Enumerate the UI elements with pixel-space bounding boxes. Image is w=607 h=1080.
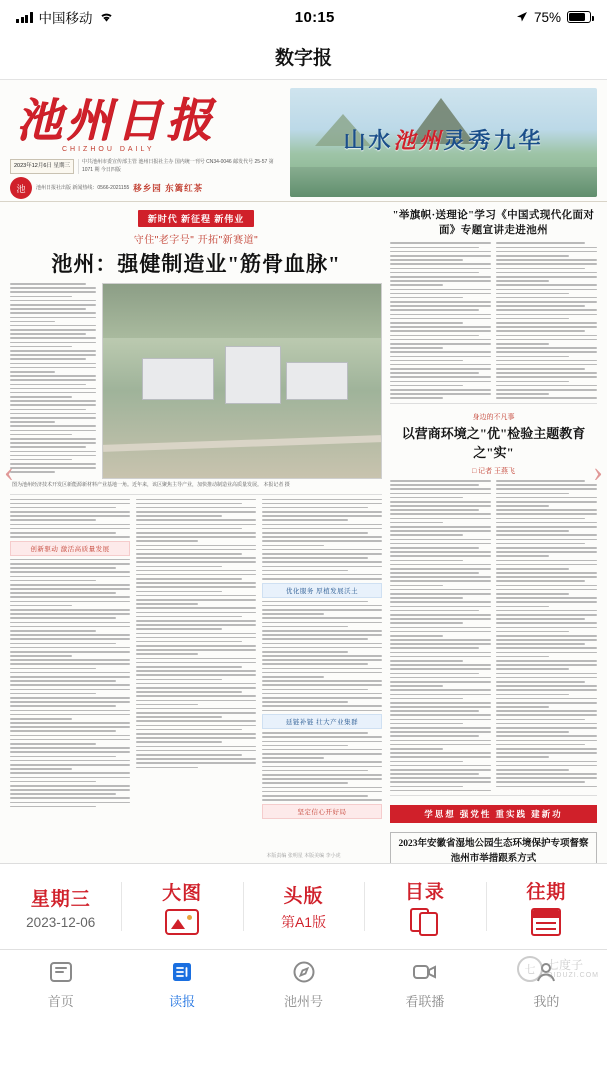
newspaper-icon [168, 958, 196, 986]
status-bar-right [516, 10, 591, 25]
right-article-1 [390, 208, 597, 404]
body-text-lines [136, 499, 256, 769]
action-date-value: 2023-12-06 [26, 914, 96, 930]
article-kicker: 守住"老字号" 开拓"新赛道" [133, 235, 259, 246]
text-column-3 [262, 499, 382, 855]
right-article-2-tag: 身边的不凡事 [472, 413, 515, 421]
article-subhead: 创新驱动 激活高质量发展 [10, 541, 130, 556]
page-title: 数字报 [0, 34, 607, 80]
section-ribbon-label: 新时代 新征程 新伟业 [138, 210, 255, 227]
action-archive-label: 往期 [526, 882, 567, 903]
action-front-page-value: 第A1版 [280, 914, 327, 930]
watermark-title: 七度子 [547, 958, 584, 973]
right-article-2-columns [390, 480, 597, 791]
video-icon [411, 958, 439, 986]
masthead-banner-photo [290, 88, 597, 197]
article-subhead: 优化服务 厚植发展沃土 [262, 583, 382, 598]
body-text-lines [262, 732, 382, 801]
right-article-1-columns [390, 242, 597, 399]
photo-road [103, 435, 381, 452]
calendar-icon [531, 908, 561, 936]
article-photo [102, 283, 382, 479]
watermark-text [547, 959, 599, 979]
page-right-column [390, 208, 597, 864]
right-article-3-title: 2023年安徽省湿地公园生态环境保护专项督察池州市举措跟系方式 [398, 839, 589, 864]
banner-slogan-part2: 池州 [393, 128, 444, 153]
photo-hillside [103, 284, 381, 338]
masthead-publisher: 池州日报社出版 新闻热线：0566-2021155 [36, 185, 130, 191]
compass-icon [290, 958, 318, 986]
documents-icon [410, 908, 440, 936]
wifi-icon [99, 11, 114, 23]
location-arrow-icon [516, 11, 528, 24]
status-bar-left [16, 7, 114, 27]
banner-bottom-strip [290, 167, 597, 197]
tab-chizhou-hao[interactable] [243, 958, 364, 1010]
banner-slogan [290, 124, 597, 155]
text-column-2 [136, 499, 256, 855]
lead-text-column [10, 283, 96, 479]
newspaper-title: 池州日报 [16, 95, 216, 146]
text-column [496, 242, 597, 399]
image-icon [165, 909, 199, 935]
text-column [496, 480, 597, 791]
photo-building-1 [142, 358, 214, 401]
paper-action-bar [0, 864, 607, 950]
watermark [517, 956, 599, 982]
right-article-2 [390, 409, 597, 796]
tab-home[interactable] [0, 958, 121, 1010]
status-bar-clock: 10:15 [294, 8, 335, 26]
right-article-1-title: "举旗帜·送理论"学习《中国式现代化面对面》专题宣讲走进池州 [392, 210, 595, 237]
article-subhead: 坚定信心开好局 [262, 804, 382, 819]
prev-page-arrow[interactable]: ‹ [4, 454, 14, 488]
bottom-tab-bar [0, 950, 607, 1030]
tab-video-label: 看联播 [405, 994, 445, 1009]
masthead-info: 中共池州市委宣传部主管 池州日报社主办 国内统一刊号 CN34-0046 邮发代号 25-57 第 1071 期 今日四版 [78, 159, 282, 174]
action-archive[interactable] [486, 864, 607, 949]
text-column [390, 242, 491, 399]
photo-building-3 [286, 362, 347, 401]
newspaper-page-viewer[interactable] [0, 80, 607, 864]
masthead-left [10, 88, 282, 197]
lead-row [10, 283, 382, 479]
body-text-lines [10, 283, 96, 473]
tab-read-paper[interactable] [121, 958, 242, 1010]
campaign-banner: 学思想 强党性 重实践 建新功 [390, 805, 597, 823]
body-text-lines [496, 480, 597, 787]
masthead-sub [10, 177, 282, 199]
tab-chizhou-hao-label: 池州号 [284, 994, 324, 1009]
page-left-column [10, 208, 382, 854]
tab-read-paper-label: 读报 [169, 994, 196, 1009]
watermark-circle-icon: 七 [517, 956, 543, 982]
right-article-2-title: 以营商环境之"优"检验主题教育之"实" [401, 425, 586, 461]
right-article-2-byline: □ 记者 王燕飞 [471, 467, 516, 475]
action-date[interactable] [0, 864, 121, 949]
action-date-weekday: 星期三 [30, 888, 91, 910]
battery-percent-label: 75% [533, 9, 561, 25]
tab-mine-label: 我的 [533, 994, 560, 1009]
action-front-page-label: 头版 [283, 886, 324, 907]
page-footer-note: 本版责编 张明星 本版美编 李小虎 [266, 853, 341, 859]
masthead-meta [10, 159, 282, 174]
body-text-lines [496, 242, 597, 399]
body-text-lines [390, 480, 491, 791]
action-catalog-label: 目录 [404, 882, 445, 903]
signal-bars-icon [16, 12, 33, 23]
banner-slogan-part3: 灵秀九华 [443, 128, 544, 153]
tab-video[interactable] [364, 958, 485, 1010]
action-front-page[interactable] [243, 864, 364, 949]
newspaper-logo-icon: 池 [10, 177, 32, 199]
text-column-1 [10, 499, 130, 855]
article-text-columns [10, 499, 382, 855]
body-text-lines [390, 242, 491, 399]
action-large-view[interactable] [121, 864, 242, 949]
body-text-lines [10, 499, 130, 538]
body-text-lines [262, 499, 382, 580]
next-page-arrow[interactable]: › [593, 454, 603, 488]
banner-slogan-part1: 山水 [343, 128, 394, 153]
right-article-3 [390, 832, 597, 864]
newspaper-title-pinyin: CHIZHOU DAILY [62, 146, 155, 153]
newspaper-page-body [0, 202, 607, 864]
article-headline: 池州：强健制造业"筋骨血脉" [51, 252, 341, 276]
tab-home-label: 首页 [47, 994, 74, 1009]
status-bar [0, 0, 607, 34]
home-icon [47, 958, 75, 986]
action-catalog[interactable] [364, 864, 485, 949]
masthead-date: 2023年12月6日 星期三 [10, 159, 74, 173]
watermark-sub: QIDUZI.COM [547, 971, 599, 979]
masthead-tagline: 移乡园 东篱红茶 [133, 183, 204, 193]
body-text-lines [262, 601, 382, 711]
newspaper-masthead [0, 80, 607, 202]
section-ribbon [10, 210, 382, 227]
body-text-lines [10, 559, 130, 808]
carrier-label: 中国移动 [38, 11, 93, 26]
photo-caption: 图为池州经济技术开发区新能源新材料产业基地一角。近年来，该区聚焦主导产业，加快推动制造业高质量发展。 本报记者 摄 [10, 479, 382, 495]
battery-icon [567, 11, 591, 23]
article-subhead: 延链补链 壮大产业集群 [262, 714, 382, 729]
action-large-view-label: 大图 [162, 883, 203, 904]
photo-building-2 [225, 346, 281, 404]
text-column [390, 480, 491, 791]
